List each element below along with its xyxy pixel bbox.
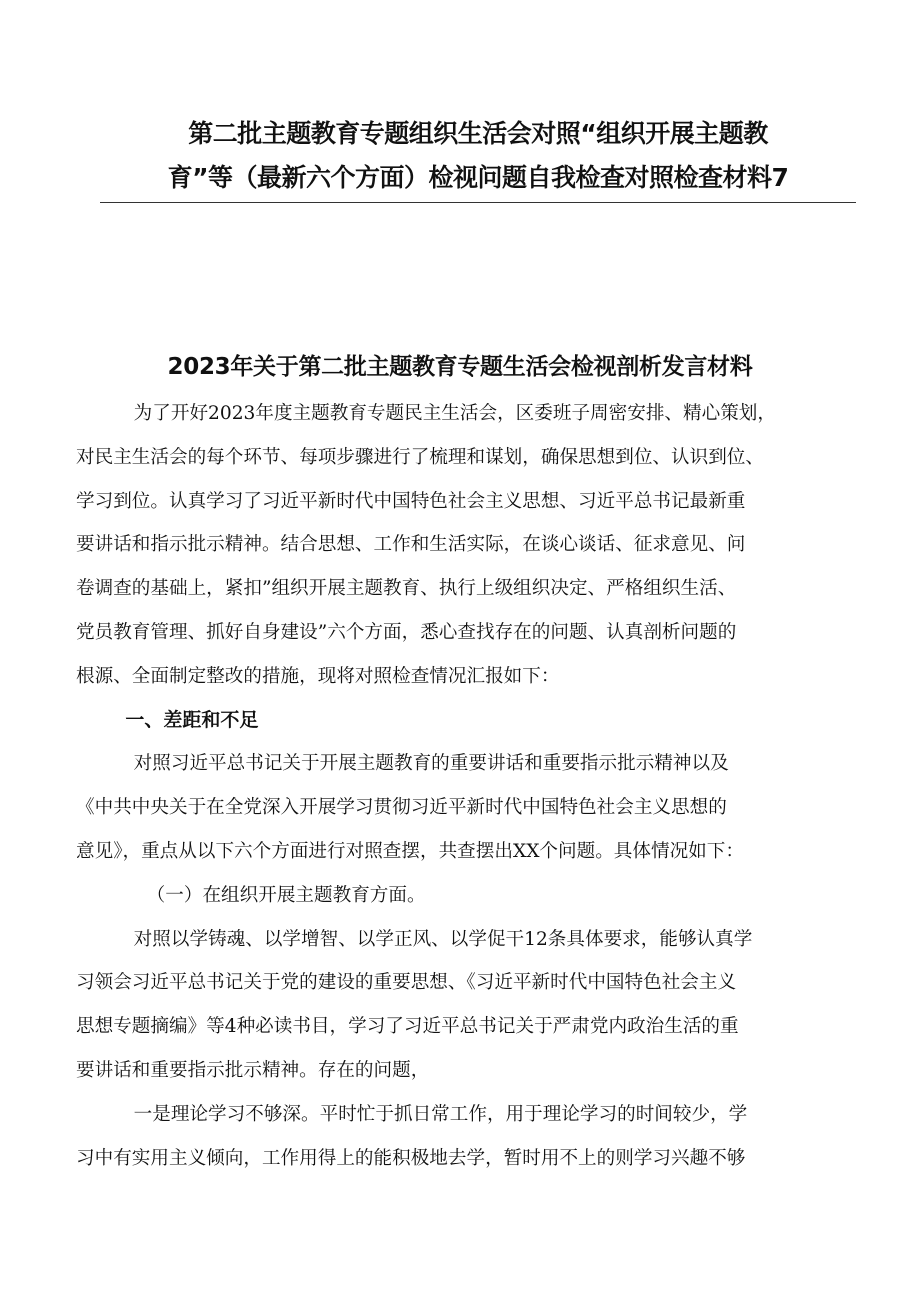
text-line: 要讲话和重要指示批示精神。存在的问题，: [76, 1059, 430, 1081]
text-line: 对照习近平总书记关于开展主题教育的重要讲话和重要指示批示精神以及: [133, 753, 729, 775]
text-line: 学习到位。认真学习了习近平新时代中国特色社会主义思想、习近平总书记最新重: [76, 490, 746, 512]
document-title: 2023年关于第二批主题教育专题生活会检视剖析发言材料: [167, 354, 753, 380]
text-line: 对民主生活会的每个环节、每项步骤进行了梳理和谋划，确保思想到位、认识到位、: [76, 446, 764, 468]
text-line: 对照以学铸魂、以学增智、以学正风、以学促干12条具体要求，能够认真学: [133, 928, 753, 950]
paragraph-intro: [76, 392, 866, 699]
section-heading: 一、差距和不足: [125, 708, 259, 731]
paragraph-overview: [76, 742, 866, 873]
text-line: 习领会习近平总书记关于党的建设的重要思想、《习近平新时代中国特色社会主义: [76, 972, 737, 994]
document-body: [76, 392, 866, 1180]
text-line: 意见》，重点从以下六个方面进行对照查摆，共查摆出XX个问题。具体情况如下：: [76, 840, 744, 862]
text-line: 卷调查的基础上，紧扣”组织开展主题教育、执行上级组织决定、严格组织生活、: [76, 578, 737, 600]
text-line: 一是理论学习不够深。平时忙于抓日常工作，用于理论学习的时间较少，学: [133, 1103, 748, 1125]
text-line: 要讲话和指示批示精神。结合思想、工作和生活实际，在谈心谈话、征求意见、问: [76, 534, 746, 556]
header-line-1: 第二批主题教育专题组织生活会对照“组织开展主题教: [188, 119, 768, 148]
text-line: 习中有实用主义倾向，工作用得上的能积极地去学，暂时用不上的则学习兴趣不够: [76, 1147, 746, 1169]
text-line: 《中共中央关于在全党深入开展学习贯彻习近平新时代中国特色社会主义思想的: [76, 797, 727, 819]
paragraph-issue-1: [76, 1093, 866, 1181]
text-line: 为了开好2023年度主题教育专题民主生活会，区委班子周密安排、精心策划，: [133, 403, 776, 424]
subsection-heading: （一）在组织开展主题教育方面。: [146, 884, 426, 906]
text-line: 思想专题摘编》等4种必读书目，学习了习近平总书记关于严肃党内政治生活的重: [76, 1016, 739, 1038]
text-line: 根源、全面制定整改的措施，现将对照检查情况汇报如下：: [76, 665, 560, 687]
document-header: [100, 112, 856, 203]
header-line-2: 育”等（最新六个方面）检视问题自我检查对照检查材料7: [167, 163, 789, 192]
text-line: 党员教育管理、抓好自身建设”六个方面，悉心查找存在的问题、认真剖析问题的: [76, 621, 737, 643]
paragraph-study: [76, 918, 866, 1093]
